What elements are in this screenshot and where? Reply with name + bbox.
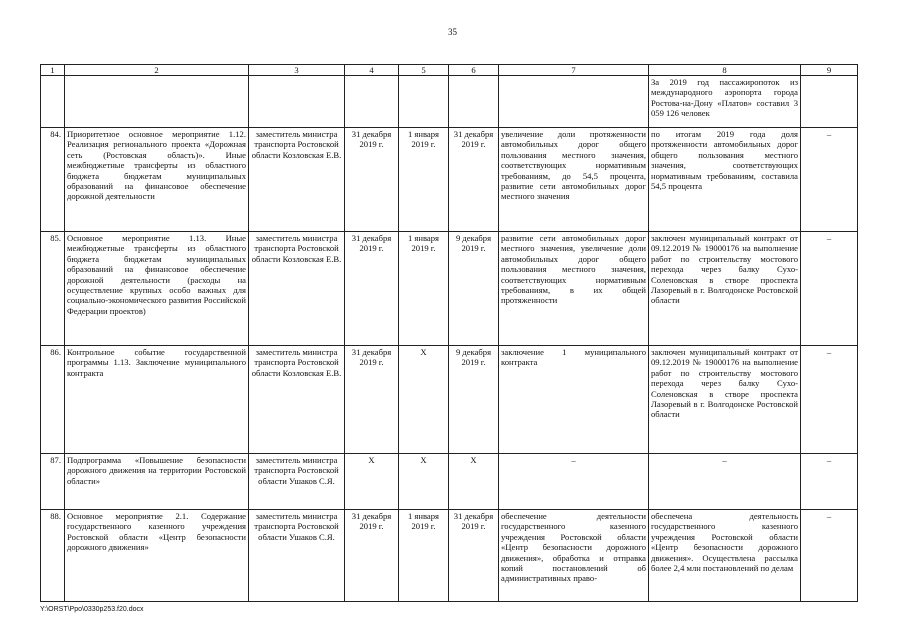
header-col-4: 4: [345, 65, 399, 76]
actual-result: –: [649, 454, 801, 510]
table-row: [41, 510, 858, 602]
header-row: [41, 65, 858, 76]
table-row: [41, 128, 858, 232]
table-row: [41, 454, 858, 510]
actual-end-date: 31 декабря 2019 г.: [449, 128, 499, 232]
reason-note: –: [801, 128, 858, 232]
actual-start-date: 1 января 2019 г.: [399, 232, 449, 346]
responsible: заместитель министра транспорта Ростовской области Ушаков С.Я.: [249, 510, 345, 602]
row-number: 87.: [41, 454, 65, 510]
activity-name: Подпрограмма «Повышение безопасности дорожного движения на территории Ростовской области»: [65, 454, 249, 510]
responsible: заместитель министра транспорта Ростовской области Козловская Е.В.: [249, 232, 345, 346]
actual-end-date: X: [449, 454, 499, 510]
reason-note: –: [801, 346, 858, 454]
planned-result: развитие сети автомобильных дорог местного значения, увеличение доли автомобильных дорог общего пользования местного значения, соответствующих нормативным требованиям, в их общей протяженности: [499, 232, 649, 346]
header-col-6: 6: [449, 65, 499, 76]
header-col-2: 2: [65, 65, 249, 76]
planned-result: увеличение доли протяженности автомобильных дорог общего пользования местного значения, соответствующих нормативным требованиям, до 54,5 процента, развитие сети автомобильных дорог местного значения: [499, 128, 649, 232]
planned-end-date: 31 декабря 2019 г.: [345, 510, 399, 602]
responsible: заместитель министра транспорта Ростовской области Козловская Е.В.: [249, 128, 345, 232]
continuation-row: [41, 76, 858, 128]
planned-end-date: 31 декабря 2019 г.: [345, 128, 399, 232]
actual-start-date: 1 января 2019 г.: [399, 510, 449, 602]
planned-end-date: 31 декабря 2019 г.: [345, 232, 399, 346]
reason-note: –: [801, 232, 858, 346]
row-number: 85.: [41, 232, 65, 346]
actual-end-date: 31 декабря 2019 г.: [449, 510, 499, 602]
file-path-footer: Y:\ORST\Ppo\0330p253.f20.docx: [40, 606, 144, 613]
header-col-5: 5: [399, 65, 449, 76]
header-col-7: 7: [499, 65, 649, 76]
row-number: 88.: [41, 510, 65, 602]
actual-result: по итогам 2019 года доля протяженности автомобильных дорог общего пользования местного значения, соответствующих нормативным требованиям, составила 54,5 процента: [649, 128, 801, 232]
actual-result: обеспечена деятельность государственного казенного учреждения Ростовской области «Центр безопасности дорожного движения». Осуществлена рассылка более 2,4 млн постановлений по делам: [649, 510, 801, 602]
header-col-8: 8: [649, 65, 801, 76]
actual-start-date: 1 января 2019 г.: [399, 128, 449, 232]
actual-start-date: X: [399, 454, 449, 510]
activity-name: Основное мероприятие 1.13. Иные межбюджетные трансферты из областного бюджета бюджетам муниципальных образований на финансовое обеспечение дорожной деятельности (расходы на осуществление крупных особо важных для социально-экономического развития Российской Федерации проектов): [65, 232, 249, 346]
page-number: 35: [448, 27, 457, 37]
header-col-1: 1: [41, 65, 65, 76]
reason-note: –: [801, 454, 858, 510]
report-table: [40, 64, 858, 602]
actual-result: заключен муниципальный контракт от 09.12.2019 № 19000176 на выполнение работ по строительству мостового перехода через балку Сухо-Соленовская в створе проспекта Лазоревый в г. Волгодонске Ростовской области: [649, 232, 801, 346]
header-col-3: 3: [249, 65, 345, 76]
table-row: [41, 232, 858, 346]
responsible: заместитель министра транспорта Ростовской области Ушаков С.Я.: [249, 454, 345, 510]
activity-name: Приоритетное основное мероприятие 1.12. Реализация регионального проекта «Дорожная сеть (Ростовская область)». Иные межбюджетные трансферты из областного бюджета бюджетам муниципальных образований на финансовое обеспечение дорожной деятельности: [65, 128, 249, 232]
header-col-9: 9: [801, 65, 858, 76]
actual-start-date: X: [399, 346, 449, 454]
planned-result: заключение 1 муниципального контракта: [499, 346, 649, 454]
planned-result: –: [499, 454, 649, 510]
row-number: 84.: [41, 128, 65, 232]
activity-name: Основное мероприятие 2.1. Содержание государственного казенного учреждения Ростовской области «Центр безопасности дорожного движения»: [65, 510, 249, 602]
planned-result: обеспечение деятельности государственного казенного учреждения Ростовской области «Центр безопасности дорожного движения», обработка и отправка копий постановлений об административных право-: [499, 510, 649, 602]
actual-result: заключен муниципальный контракт от 09.12.2019 № 19000176 на выполнение работ по строительству мостового перехода через балку Сухо-Соленовская в створе проспекта Лазоревый в г. Волгодонске Ростовской области: [649, 346, 801, 454]
actual-end-date: 9 декабря 2019 г.: [449, 232, 499, 346]
row-number: 86.: [41, 346, 65, 454]
continuation-result: За 2019 год пассажиропоток из международного аэропорта города Ростова-на-Дону «Платов» составил 3 059 126 человек: [649, 76, 801, 128]
planned-end-date: 31 декабря 2019 г.: [345, 346, 399, 454]
actual-end-date: 9 декабря 2019 г.: [449, 346, 499, 454]
planned-end-date: X: [345, 454, 399, 510]
table-row: [41, 346, 858, 454]
activity-name: Контрольное событие государственной программы 1.13. Заключение муниципального контракта: [65, 346, 249, 454]
responsible: заместитель министра транспорта Ростовской области Козловская Е.В.: [249, 346, 345, 454]
reason-note: –: [801, 510, 858, 602]
